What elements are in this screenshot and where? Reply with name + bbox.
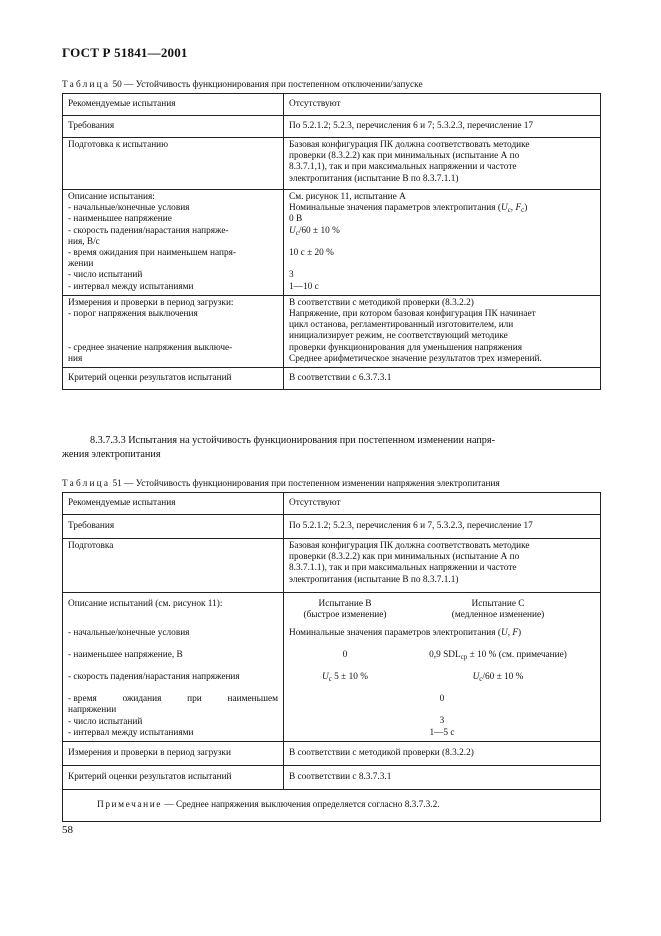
page-number: 58 bbox=[62, 824, 73, 836]
text-line: напряжении bbox=[68, 705, 117, 716]
note-label: Примечание bbox=[97, 799, 162, 810]
text-line: 3 bbox=[439, 716, 445, 727]
table-cell: По 5.2.1.2; 5.2.3, перечисления 6 и 7, 5.3.2.3, перечисление 17 bbox=[284, 515, 601, 539]
table-row bbox=[63, 742, 601, 766]
text-line: ния bbox=[68, 353, 83, 364]
text-line: электропитания (испытание В по 8.3.7.1.1) bbox=[289, 173, 459, 184]
text-line: 3 bbox=[289, 270, 294, 281]
text-line: - наименьшее напряжение, В bbox=[68, 650, 183, 661]
spacer-line bbox=[289, 705, 595, 716]
table-row bbox=[63, 190, 601, 296]
table-cell: По 5.2.1.2; 5.2.3, перечисления 6 и 7; 5.3.2.3, перечисление 17 bbox=[284, 116, 601, 138]
text-line: 0 bbox=[439, 694, 445, 704]
text-line: $U_c/60 \pm 10$ % bbox=[289, 225, 340, 237]
rate-values bbox=[289, 672, 595, 694]
text-line: - среднее значение напряжения выключе- bbox=[68, 342, 233, 353]
text-line: Описание испытаний (см. рисунок 11): bbox=[68, 599, 223, 609]
table-cell: В соответствии с 8.3.7.3.1 bbox=[284, 766, 601, 790]
table-cell bbox=[284, 190, 601, 296]
table-51-caption-label: Таблица bbox=[62, 479, 111, 489]
text-line: - наименьшее напряжение bbox=[68, 214, 172, 225]
table-row bbox=[63, 295, 601, 367]
table-cell bbox=[284, 593, 601, 742]
text-line: 1—5 с bbox=[429, 727, 455, 738]
table-row bbox=[63, 766, 601, 790]
spacer-line bbox=[68, 320, 278, 331]
table-cell: В соответствии с 6.3.7.3.1 bbox=[284, 368, 601, 390]
section-heading-line1: 8.3.7.3.3 Испытания на устойчивость функционирования при постепенном изменении напря- bbox=[90, 435, 495, 446]
table-50 bbox=[62, 93, 601, 390]
table-51-caption bbox=[62, 479, 500, 489]
table-row bbox=[63, 368, 601, 390]
text-line: 8.3.7.1,1), так и при максимальных напряжении и частоте bbox=[289, 162, 517, 173]
text-line: - число испытаний bbox=[68, 716, 143, 727]
table-cell bbox=[63, 593, 284, 742]
min-voltage-values bbox=[289, 650, 595, 672]
text-line: проверки (8.3.2.2) как при минимальных (испытание А по bbox=[289, 151, 520, 162]
table-row bbox=[63, 790, 601, 822]
spacer-line bbox=[289, 237, 595, 248]
text-line: - начальные/конечные условия bbox=[68, 628, 190, 639]
test-b-header: Испытание В (быстрое изменение) bbox=[303, 599, 387, 621]
table-cell: Отсутствуют bbox=[284, 94, 601, 116]
table-row bbox=[63, 539, 601, 593]
text-line: Среднее арифметическое значение результатов трех измерений. bbox=[289, 353, 542, 364]
text-line: - время ожидания при наименьшем bbox=[68, 694, 278, 705]
text-line: электропитания (испытание В по 8.3.7.1.1) bbox=[289, 574, 459, 585]
table-51-caption-text: 51 — Устойчивость функционирования при постепенном изменении напряжения электропитания bbox=[112, 479, 500, 489]
table-cell: Требования bbox=[63, 116, 284, 138]
text-line: - скорость падения/нарастания напряже- bbox=[68, 225, 229, 236]
table-note bbox=[63, 790, 601, 822]
spacer-line bbox=[289, 259, 595, 270]
text-line: - порог напряжения выключения bbox=[68, 309, 198, 320]
rate-b: $U_c$ 5 ± 10 % bbox=[322, 672, 368, 683]
table-cell bbox=[284, 539, 601, 593]
test-headers bbox=[289, 599, 595, 628]
text-line: 8.3.7.1.1), так и при максимальных напряжении и частоте bbox=[289, 563, 517, 574]
table-row bbox=[63, 493, 601, 515]
min-voltage-b: 0 bbox=[342, 650, 348, 660]
text-line: Описание испытания: bbox=[68, 192, 155, 202]
text-line: ния, В/с bbox=[68, 236, 100, 247]
text-line: - время ожидания при наименьшем напря- bbox=[68, 248, 236, 259]
rate-c: $U_c/60 \pm 10$ % bbox=[472, 672, 524, 683]
table-row bbox=[63, 593, 601, 742]
text-line: проверки функционирования для уменьшения напряжения bbox=[289, 342, 523, 353]
table-50-caption-label: Таблица bbox=[62, 80, 111, 90]
table-cell bbox=[63, 295, 284, 367]
text-line: Напряжение, при котором базовая конфигурация ПК начинает bbox=[289, 309, 536, 320]
text-line: Базовая конфигурация ПК должна соответствовать методике bbox=[289, 140, 530, 150]
table-51 bbox=[62, 492, 601, 822]
text-line: жении bbox=[68, 259, 94, 270]
table-cell: Подготовка к испытанию bbox=[63, 138, 284, 190]
text-line: - начальные/конечные условия bbox=[68, 203, 190, 214]
note-text: — Среднее напряжения выключения определяется согласно 8.3.7.3.2. bbox=[162, 799, 440, 810]
table-row bbox=[63, 94, 601, 116]
table-cell: Отсутствуют bbox=[284, 493, 601, 515]
text-line: - скорость падения/нарастания напряжения bbox=[68, 672, 240, 683]
table-50-caption-text: 50 — Устойчивость функционирования при постепенном отключении/запуске bbox=[112, 80, 423, 90]
table-cell: Требования bbox=[63, 515, 284, 539]
table-row bbox=[63, 515, 601, 539]
table-cell bbox=[63, 190, 284, 296]
text-line: Измерения и проверки в период загрузки: bbox=[68, 297, 234, 308]
spacer-line bbox=[68, 331, 278, 342]
table-cell: В соответствии с методикой проверки (8.3.2.2) bbox=[284, 742, 601, 766]
text-line: - число испытаний bbox=[68, 270, 143, 281]
text-line: Базовая конфигурация ПК должна соответствовать методике bbox=[289, 541, 530, 551]
text-line: проверки (8.3.2.2) как при минимальных (испытание А по bbox=[289, 552, 520, 563]
min-voltage-c: 0,9 $SDL_{ср} \pm 10$ % (см. примечание) bbox=[429, 650, 567, 661]
table-cell: Подготовка bbox=[63, 539, 284, 593]
text-line: инициализирует режим, не соответствующий методике bbox=[289, 331, 508, 342]
table-cell bbox=[284, 138, 601, 190]
table-cell: Рекомендуемые испытания bbox=[63, 493, 284, 515]
table-cell: Рекомендуемые испытания bbox=[63, 94, 284, 116]
text-line: Номинальные значения параметров электропитания (U, F) bbox=[289, 628, 522, 638]
table-cell: Критерий оценки результатов испытаний bbox=[63, 368, 284, 390]
text-line: - интервал между испытаниями bbox=[68, 727, 194, 738]
text-line: В соответствии с методикой проверки (8.3.2.2) bbox=[289, 297, 474, 308]
text-line: 10 с ± 20 % bbox=[289, 248, 334, 259]
text-line: цикл останова, регламентированный изготовителем, или bbox=[289, 320, 514, 331]
text-line: 0 В bbox=[289, 214, 303, 225]
text-line: См. рисунок 11, испытание А bbox=[289, 192, 406, 202]
spacer-line bbox=[68, 610, 278, 628]
text-line: - интервал между испытаниями bbox=[68, 281, 194, 292]
table-50-caption bbox=[62, 80, 423, 90]
table-cell bbox=[284, 295, 601, 367]
table-cell: Измерения и проверки в период загрузки bbox=[63, 742, 284, 766]
table-row bbox=[63, 138, 601, 190]
table-cell: Критерий оценки результатов испытаний bbox=[63, 766, 284, 790]
test-c-header: Испытание С (медленное изменение) bbox=[451, 599, 545, 621]
section-heading bbox=[62, 434, 599, 461]
section-heading-line2: жения электропитания bbox=[62, 448, 161, 460]
text-line: Номинальные значения параметров электропитания ($U_c$, $F_c$) bbox=[289, 203, 528, 215]
text-line: 1—10 с bbox=[289, 281, 319, 292]
table-row bbox=[63, 116, 601, 138]
document-header: ГОСТ Р 51841—2001 bbox=[62, 45, 188, 60]
